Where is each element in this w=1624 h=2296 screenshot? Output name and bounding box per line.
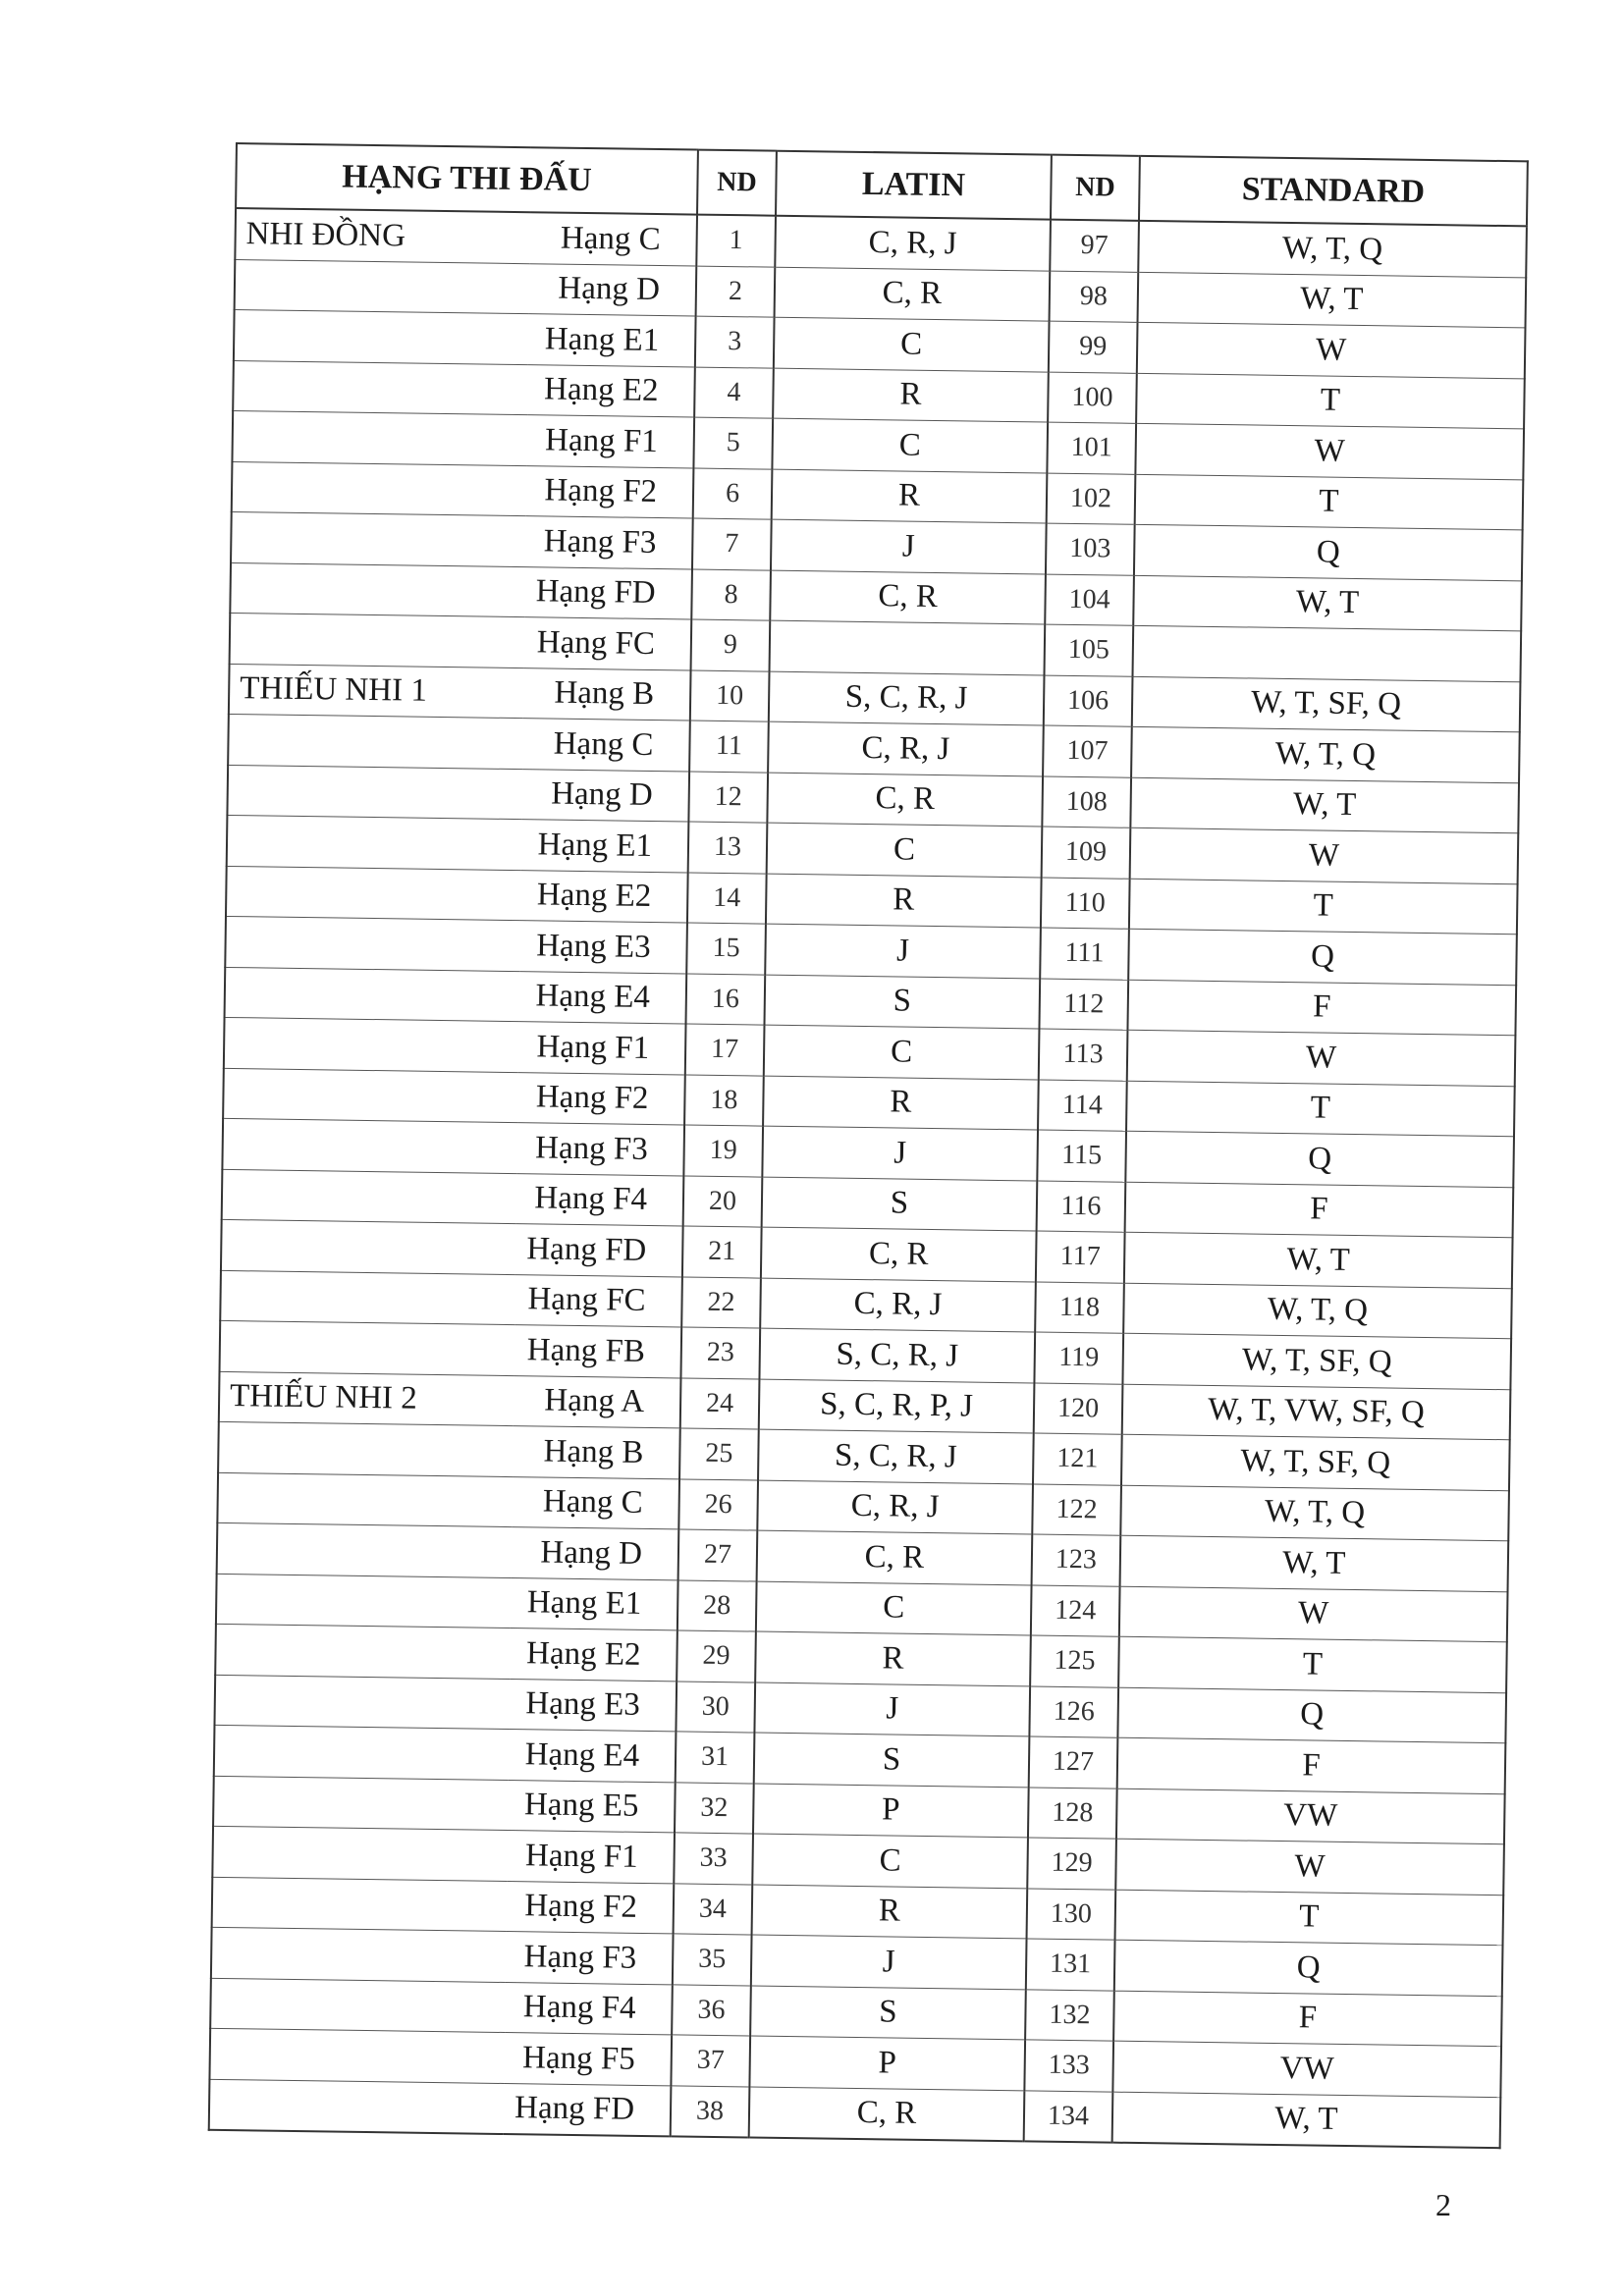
category-group-cell [230, 613, 525, 667]
category-group-cell [209, 2028, 505, 2083]
latin-dances-cell: R [766, 874, 1042, 928]
standard-dances-cell: F [1125, 1182, 1514, 1238]
category-group-cell [233, 360, 528, 415]
latin-dances-cell: C [772, 418, 1048, 472]
latin-dances-cell: C, R, J [757, 1480, 1033, 1534]
standard-dances-cell: F [1113, 1991, 1502, 2047]
rank-cell: Hạng B [513, 1426, 680, 1479]
nd-standard-cell: 125 [1030, 1635, 1119, 1687]
category-group-cell [225, 916, 520, 971]
standard-dances-cell: Q [1125, 1131, 1514, 1187]
rank-cell: Hạng F1 [507, 1831, 675, 1884]
nd-standard-cell: 113 [1039, 1029, 1128, 1081]
category-group-cell [213, 1776, 509, 1831]
category-group-cell: THIẾU NHI 2 [219, 1371, 514, 1426]
standard-dances-cell: W [1137, 322, 1526, 378]
header-latin: LATIN [776, 151, 1052, 220]
rank-cell: Hạng E4 [519, 971, 687, 1024]
category-group-cell [225, 967, 520, 1022]
category-group-cell [220, 1320, 515, 1375]
nd-latin-cell: 36 [672, 1984, 751, 2036]
page-number: 2 [1435, 2187, 1451, 2222]
latin-dances-cell: P [749, 2036, 1025, 2090]
standard-dances-cell: W, T, SF, Q [1132, 676, 1521, 732]
category-group-cell [235, 259, 530, 314]
nd-standard-cell: 115 [1037, 1130, 1126, 1182]
rank-cell: Hạng E1 [528, 314, 696, 367]
latin-dances-cell: C, R [761, 1227, 1037, 1281]
nd-standard-cell: 102 [1047, 473, 1136, 525]
rank-cell: Hạng E2 [527, 364, 695, 417]
standard-dances-cell: VW [1116, 1789, 1505, 1844]
nd-standard-cell: 123 [1032, 1534, 1121, 1586]
nd-latin-cell: 11 [689, 721, 769, 773]
nd-latin-cell: 10 [690, 670, 770, 722]
nd-standard-cell: 118 [1035, 1281, 1124, 1333]
nd-standard-cell: 104 [1045, 574, 1134, 626]
rank-cell: Hạng E4 [509, 1730, 677, 1783]
standard-dances-cell: W, T, VW, SF, Q [1122, 1384, 1511, 1440]
nd-standard-cell: 111 [1040, 928, 1129, 980]
standard-dances-cell: W, T, Q [1120, 1485, 1509, 1541]
category-group-cell [224, 1017, 519, 1072]
nd-standard-cell: 134 [1024, 2090, 1113, 2142]
nd-latin-cell: 28 [677, 1579, 757, 1631]
rank-cell: Hạng F3 [506, 1932, 674, 1985]
rank-cell: Hạng D [512, 1527, 679, 1580]
nd-standard-cell: 131 [1026, 1939, 1115, 1991]
latin-dances-cell: C [764, 1025, 1040, 1079]
standard-dances-cell: W [1119, 1586, 1508, 1642]
header-category: HẠNG THI ĐẤU [236, 143, 698, 215]
nd-standard-cell: 114 [1038, 1080, 1127, 1132]
nd-latin-cell: 1 [696, 215, 776, 267]
standard-dances-cell: T [1136, 373, 1525, 429]
nd-latin-cell: 12 [688, 772, 768, 824]
nd-latin-cell: 7 [692, 518, 772, 570]
nd-latin-cell: 14 [687, 873, 767, 925]
latin-dances-cell: S, C, R, J [759, 1328, 1035, 1382]
category-group-cell: THIẾU NHI 1 [229, 664, 524, 719]
nd-latin-cell: 4 [694, 367, 774, 419]
standard-dances-cell: W, T, SF, Q [1121, 1434, 1510, 1490]
latin-dances-cell: P [753, 1784, 1029, 1838]
nd-standard-cell: 112 [1039, 979, 1128, 1031]
nd-latin-cell: 35 [673, 1934, 752, 1986]
nd-latin-cell: 16 [686, 973, 766, 1025]
standard-dances-cell: W, T [1130, 777, 1519, 833]
standard-dances-cell: VW [1112, 2041, 1501, 2097]
rank-cell: Hạng E1 [521, 820, 689, 873]
nd-latin-cell: 29 [677, 1630, 756, 1682]
nd-standard-cell: 103 [1046, 523, 1135, 575]
standard-dances-cell: W [1130, 828, 1519, 883]
rank-cell: Hạng E2 [520, 870, 688, 923]
latin-dances-cell: S [762, 1177, 1038, 1231]
nd-standard-cell: 119 [1034, 1332, 1123, 1384]
nd-standard-cell: 98 [1050, 271, 1139, 323]
nd-latin-cell: 6 [693, 468, 773, 520]
nd-latin-cell: 17 [685, 1024, 765, 1076]
standard-dances-cell: W, T [1124, 1232, 1513, 1288]
standard-dances-cell: W [1115, 1839, 1504, 1895]
nd-latin-cell: 38 [671, 2085, 750, 2137]
standard-dances-cell: W, T [1112, 2092, 1501, 2149]
latin-dances-cell: R [772, 469, 1048, 523]
latin-dances-cell: R [755, 1631, 1031, 1685]
latin-dances-cell: C, R [749, 2087, 1025, 2142]
rank-cell: Hạng FD [524, 566, 692, 619]
standard-dances-cell: F [1117, 1737, 1506, 1793]
rank-cell: Hạng E2 [510, 1629, 677, 1682]
standard-dances-cell: W, T [1133, 575, 1522, 631]
rank-cell: Hạng F1 [518, 1022, 686, 1075]
latin-dances-cell: J [751, 1935, 1027, 1989]
rank-cell: Hạng FD [504, 2083, 672, 2136]
standard-dances-cell: Q [1117, 1687, 1506, 1743]
standard-dances-cell: W [1127, 1030, 1516, 1086]
category-group-cell [223, 1068, 518, 1123]
nd-standard-cell: 107 [1043, 725, 1132, 777]
nd-latin-cell: 20 [683, 1175, 763, 1227]
category-group-cell [232, 461, 527, 516]
nd-latin-cell: 15 [686, 923, 766, 975]
latin-dances-cell: R [763, 1076, 1039, 1130]
nd-standard-cell: 129 [1027, 1838, 1116, 1890]
nd-standard-cell: 101 [1047, 422, 1136, 474]
latin-dances-cell: R [773, 368, 1049, 422]
rank-cell: Hạng A [514, 1375, 681, 1428]
standard-dances-cell: F [1127, 980, 1516, 1036]
nd-standard-cell: 110 [1041, 878, 1130, 930]
latin-dances-cell [770, 620, 1046, 674]
latin-dances-cell: J [754, 1682, 1030, 1736]
latin-dances-cell: C [774, 317, 1050, 371]
nd-latin-cell: 27 [678, 1529, 758, 1581]
nd-standard-cell: 128 [1028, 1787, 1117, 1839]
rank-cell: Hạng F3 [516, 1123, 684, 1176]
nd-standard-cell: 127 [1029, 1736, 1118, 1789]
category-group-cell [232, 410, 527, 465]
standard-dances-cell: W, T, Q [1123, 1283, 1512, 1339]
nd-latin-cell: 22 [681, 1276, 761, 1328]
nd-latin-cell: 34 [674, 1883, 753, 1935]
nd-standard-cell: 108 [1042, 776, 1131, 828]
nd-latin-cell: 21 [682, 1226, 762, 1278]
latin-dances-cell: J [771, 519, 1047, 573]
rank-cell: Hạng F1 [526, 415, 694, 468]
category-group-cell [209, 2079, 505, 2134]
latin-dances-cell: C, R, J [760, 1278, 1036, 1332]
nd-standard-cell: 133 [1024, 2040, 1113, 2092]
category-group-cell [226, 866, 521, 921]
header-nd-latin: ND [697, 150, 777, 216]
rank-cell: Hạng FB [514, 1325, 681, 1378]
nd-latin-cell: 33 [674, 1833, 753, 1885]
nd-standard-cell: 121 [1033, 1433, 1122, 1485]
category-group-cell [211, 1927, 507, 1982]
nd-latin-cell: 23 [680, 1327, 760, 1379]
standard-dances-cell: W, T, Q [1138, 221, 1527, 278]
rank-cell: Hạng E3 [509, 1679, 677, 1732]
nd-standard-cell: 106 [1044, 675, 1133, 727]
rank-cell: Hạng E1 [511, 1577, 678, 1630]
category-group-cell [234, 309, 529, 364]
nd-standard-cell: 116 [1037, 1181, 1126, 1233]
standard-dances-cell: W, T, Q [1131, 726, 1520, 782]
nd-standard-cell: 132 [1025, 1989, 1114, 2041]
category-group-cell [212, 1877, 508, 1932]
standard-dances-cell: Q [1114, 1940, 1503, 1996]
rank-cell: Hạng F2 [526, 465, 694, 518]
rank-cell: Hạng F3 [525, 516, 693, 569]
latin-dances-cell: S, C, R, P, J [759, 1379, 1035, 1433]
rank-cell: Hạng F5 [504, 2033, 672, 2086]
category-group-cell [218, 1421, 514, 1476]
nd-latin-cell: 19 [683, 1125, 763, 1177]
category-group-cell [212, 1826, 508, 1881]
standard-dances-cell: T [1126, 1081, 1515, 1137]
category-group-cell: NHI ĐỒNG [235, 208, 530, 263]
category-group-cell [222, 1169, 517, 1224]
standard-dances-cell: T [1118, 1636, 1507, 1692]
nd-standard-cell: 105 [1045, 624, 1134, 676]
rank-cell: Hạng E3 [519, 921, 687, 974]
latin-dances-cell: S [754, 1733, 1030, 1787]
nd-standard-cell: 130 [1027, 1888, 1116, 1940]
nd-latin-cell: 30 [676, 1681, 755, 1733]
latin-dances-cell: C [752, 1834, 1028, 1888]
header-standard: STANDARD [1139, 156, 1528, 227]
category-group-cell [228, 714, 523, 769]
latin-dances-cell: J [762, 1126, 1038, 1180]
nd-latin-cell: 5 [693, 417, 773, 469]
nd-standard-cell: 97 [1050, 220, 1139, 272]
category-group-cell [221, 1219, 516, 1274]
nd-standard-cell: 122 [1032, 1483, 1121, 1535]
header-nd-standard: ND [1051, 155, 1140, 221]
standard-dances-cell: Q [1128, 929, 1517, 985]
latin-dances-cell: C, R [767, 773, 1043, 827]
latin-dances-cell: C [767, 823, 1043, 877]
category-group-cell [210, 1978, 506, 2033]
standard-dances-cell: W [1135, 423, 1524, 479]
nd-latin-cell: 25 [679, 1428, 759, 1480]
nd-latin-cell: 18 [684, 1074, 764, 1126]
nd-latin-cell: 13 [688, 822, 768, 874]
nd-latin-cell: 37 [671, 2035, 750, 2087]
standard-dances-cell: T [1129, 879, 1518, 934]
nd-latin-cell: 3 [695, 316, 775, 368]
category-group-cell [227, 765, 522, 820]
standard-dances-cell: W, T [1120, 1535, 1509, 1591]
category-group-cell [214, 1725, 510, 1780]
category-group-cell [215, 1624, 511, 1679]
category-group-cell [222, 1118, 517, 1173]
category-group-cell [214, 1675, 510, 1730]
latin-dances-cell: C, R, J [768, 721, 1044, 775]
rank-cell: Hạng C [522, 719, 690, 772]
latin-dances-cell: R [752, 1885, 1028, 1939]
nd-latin-cell: 9 [691, 619, 771, 671]
rank-cell: Hạng E5 [508, 1780, 676, 1833]
nd-latin-cell: 2 [696, 266, 776, 318]
rank-cell: Hạng B [523, 667, 691, 721]
rank-cell: Hạng FD [515, 1224, 683, 1277]
nd-standard-cell: 109 [1042, 827, 1131, 879]
rank-cell: Hạng D [529, 263, 697, 316]
rank-cell: Hạng FC [524, 617, 692, 670]
latin-dances-cell: J [765, 924, 1041, 978]
standard-dances-cell: T [1135, 474, 1524, 530]
category-group-cell [217, 1522, 513, 1577]
category-group-cell [216, 1574, 512, 1629]
nd-standard-cell: 120 [1034, 1382, 1123, 1434]
nd-latin-cell: 32 [675, 1782, 754, 1834]
standard-dances-cell: W, T, SF, Q [1122, 1333, 1511, 1389]
category-group-cell [227, 815, 522, 870]
nd-latin-cell: 24 [680, 1377, 760, 1429]
competition-table [208, 142, 1529, 2149]
latin-dances-cell: S [750, 1986, 1026, 2040]
standard-dances-cell [1132, 625, 1521, 681]
category-group-cell [231, 511, 526, 566]
rank-cell: Hạng F2 [517, 1072, 685, 1125]
nd-standard-cell: 99 [1049, 321, 1138, 373]
latin-dances-cell: S, C, R, J [769, 671, 1045, 725]
latin-dances-cell: C, R, J [775, 216, 1051, 271]
rank-cell: Hạng D [521, 769, 689, 822]
rank-cell: Hạng C [529, 212, 697, 265]
category-group-cell [217, 1472, 513, 1527]
standard-dances-cell: Q [1134, 524, 1523, 580]
standard-dances-cell: T [1115, 1890, 1504, 1946]
rank-cell: Hạng F4 [505, 1982, 673, 2035]
latin-dances-cell: C, R [757, 1530, 1033, 1584]
standard-dances-cell: W, T [1138, 272, 1527, 328]
latin-dances-cell: S [764, 975, 1040, 1029]
latin-dances-cell: C [756, 1581, 1032, 1635]
rank-cell: Hạng F2 [507, 1881, 675, 1934]
category-group-cell [230, 562, 525, 617]
nd-standard-cell: 124 [1031, 1584, 1120, 1636]
nd-standard-cell: 100 [1048, 372, 1137, 424]
latin-dances-cell: C, R [775, 267, 1051, 321]
nd-standard-cell: 117 [1036, 1231, 1125, 1283]
nd-standard-cell: 126 [1029, 1685, 1118, 1737]
latin-dances-cell: C, R [770, 570, 1046, 624]
nd-latin-cell: 8 [691, 569, 771, 621]
rank-cell: Hạng FC [514, 1274, 682, 1327]
nd-latin-cell: 26 [678, 1478, 758, 1530]
rank-cell: Hạng C [512, 1476, 679, 1529]
category-group-cell [220, 1270, 515, 1325]
document-page [208, 142, 1527, 2149]
latin-dances-cell: S, C, R, J [758, 1429, 1034, 1483]
nd-latin-cell: 31 [676, 1732, 755, 1784]
rank-cell: Hạng F4 [516, 1173, 684, 1226]
table-body [209, 208, 1527, 2148]
